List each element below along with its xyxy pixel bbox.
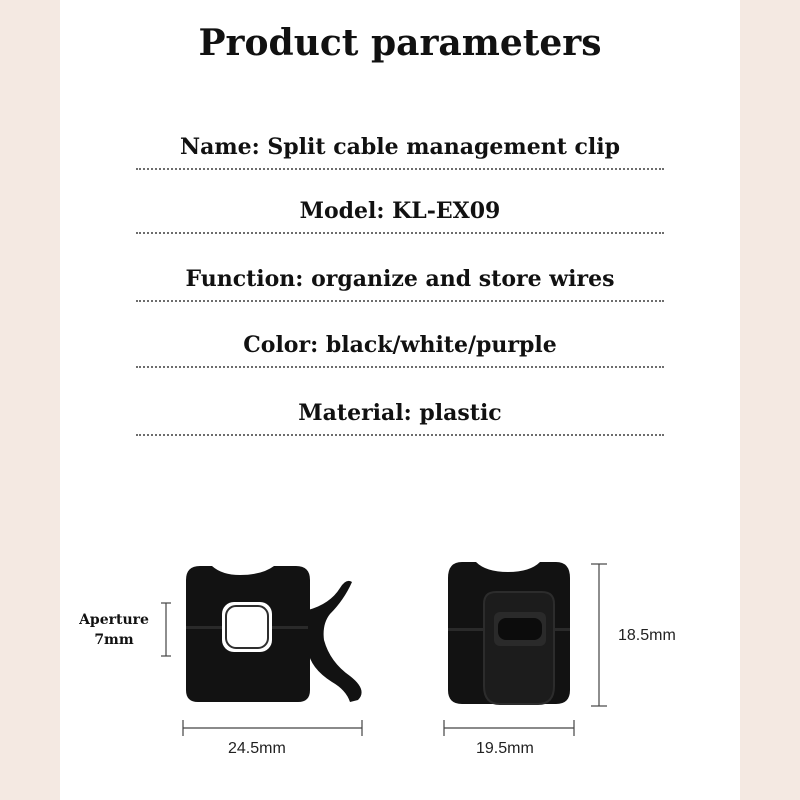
height-dimension-line [591,564,607,706]
front-width-dimension-line [183,720,362,736]
aperture-value-text: 7mm [94,632,134,648]
param-name-text: Name: Split cable management clip [179,134,621,160]
back-clip-image [448,562,570,704]
front-width-label: 24.5mm [228,740,286,757]
front-clip-image [186,566,362,702]
back-width-dimension-line [444,720,574,736]
param-color-text: Color: black/white/purple [243,332,557,358]
back-width-label: 19.5mm [476,740,534,757]
param-material-text: Material: plastic [298,400,502,426]
page-title: Product parameters [198,22,602,64]
aperture-label-text: Aperture [79,612,149,628]
height-label: 18.5mm [618,627,676,644]
param-function-text: Function: organize and store wires [185,266,615,292]
param-model-text: Model: KL-EX09 [299,198,501,224]
aperture-dimension-line [161,603,171,656]
